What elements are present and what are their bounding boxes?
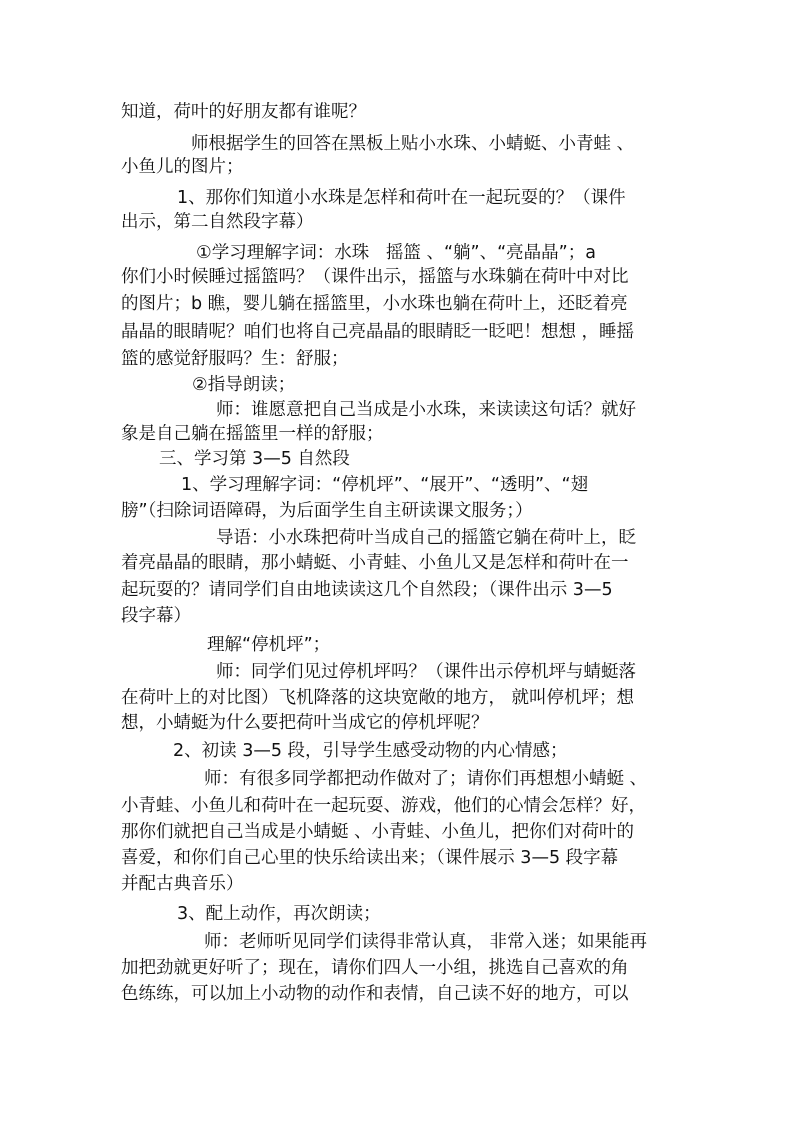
text-line: 小青蛙、小鱼儿和荷叶在一起玩耍、游戏，他们的心情会怎样？好， bbox=[121, 796, 646, 816]
text-line: 2、初读 3—5 段，引导学生感受动物的内心情感； bbox=[173, 741, 568, 761]
text-line: ②指导朗读； bbox=[192, 375, 296, 395]
text-line: 膀”（扫除词语障碍，为后面学生自主研读课文服务；） bbox=[121, 501, 533, 521]
text-line: 1、那你们知道小水珠是怎样和荷叶在一起玩耍的？（课件 bbox=[177, 188, 626, 208]
text-line: 晶晶的眼睛呢？咱们也将自己亮晶晶的眼睛眨一眨吧！想想 ，睡摇 bbox=[121, 322, 635, 342]
text-line: 1、学习理解字词：“停机坪”、“展开”、“透明”、“翅 bbox=[181, 475, 589, 495]
text-line: 段字幕） bbox=[121, 606, 191, 626]
text-line: 师：老师听见同学们读得非常认真， 非常入迷；如果能再 bbox=[204, 932, 648, 952]
text-line: 三、学习第 3—5 自然段 bbox=[159, 449, 350, 469]
text-line: 色练练，可以加上小动物的动作和表情，自己读不好的地方，可以 bbox=[121, 984, 629, 1004]
text-line: 那你们就把自己当成是小蜻蜓 、小青蛙、小鱼儿，把你们对荷叶的 bbox=[121, 822, 635, 842]
text-line: 师：谁愿意把自己当成是小水珠，来读读这句话？就好 bbox=[216, 400, 636, 420]
text-line: 加把劲就更好听了；现在，请你们四人一小组，挑选自己喜欢的角 bbox=[121, 958, 629, 978]
text-line: 喜爱，和你们自己心里的快乐给读出来；（课件展示 3—5 段字幕 bbox=[121, 848, 619, 868]
text-line: 着亮晶晶的眼睛，那小蜻蜓、小青蛙、小鱼儿又是怎样和荷叶在一 bbox=[121, 553, 629, 573]
text-line: 起玩耍的？请同学们自由地读读这几个自然段；（课件出示 3—5 bbox=[121, 580, 613, 600]
text-line: 3、配上动作，再次朗读； bbox=[177, 904, 381, 924]
text-line: 小鱼儿的图片； bbox=[121, 157, 244, 177]
text-line: 理解“停机坪”； bbox=[207, 635, 331, 655]
text-line: 出示，第二自然段字幕） bbox=[121, 212, 314, 232]
text-line: 象是自己躺在摇篮里一样的舒服； bbox=[121, 424, 384, 444]
text-line: 在荷叶上的对比图）飞机降落的这块宽敞的地方， 就叫停机坪；想 bbox=[121, 688, 635, 708]
text-line: 导语：小水珠把荷叶当成自己的摇篮它躺在荷叶上，眨 bbox=[216, 528, 636, 548]
text-line: 篮的感觉舒服吗？生：舒服； bbox=[121, 349, 349, 369]
text-line: 你们小时候睡过摇篮吗？（课件出示，摇篮与水珠躺在荷叶中对比 bbox=[121, 267, 629, 287]
text-line: 并配古典音乐） bbox=[121, 874, 244, 894]
text-line: 知道，荷叶的好朋友都有谁呢？ bbox=[121, 102, 366, 122]
text-line: 的图片；b 瞧，婴儿躺在摇篮里，小水珠也躺在荷叶上，还眨着亮 bbox=[121, 294, 628, 314]
text-line: ①学习理解字词：水珠 摇篮 、“躺”、“亮晶晶”；a bbox=[196, 243, 596, 263]
text-line: 师：同学们见过停机坪吗？（课件出示停机坪与蜻蜓落 bbox=[216, 662, 636, 682]
text-line: 师：有很多同学都把动作做对了；请你们再想想小蜻蜓 、 bbox=[204, 769, 648, 789]
text-line: 师根据学生的回答在黑板上贴小水珠、小蜻蜓、小青蛙 、 bbox=[191, 134, 635, 154]
text-line: 想，小蜻蜓为什么要把荷叶当成它的停机坪呢？ bbox=[121, 713, 489, 733]
